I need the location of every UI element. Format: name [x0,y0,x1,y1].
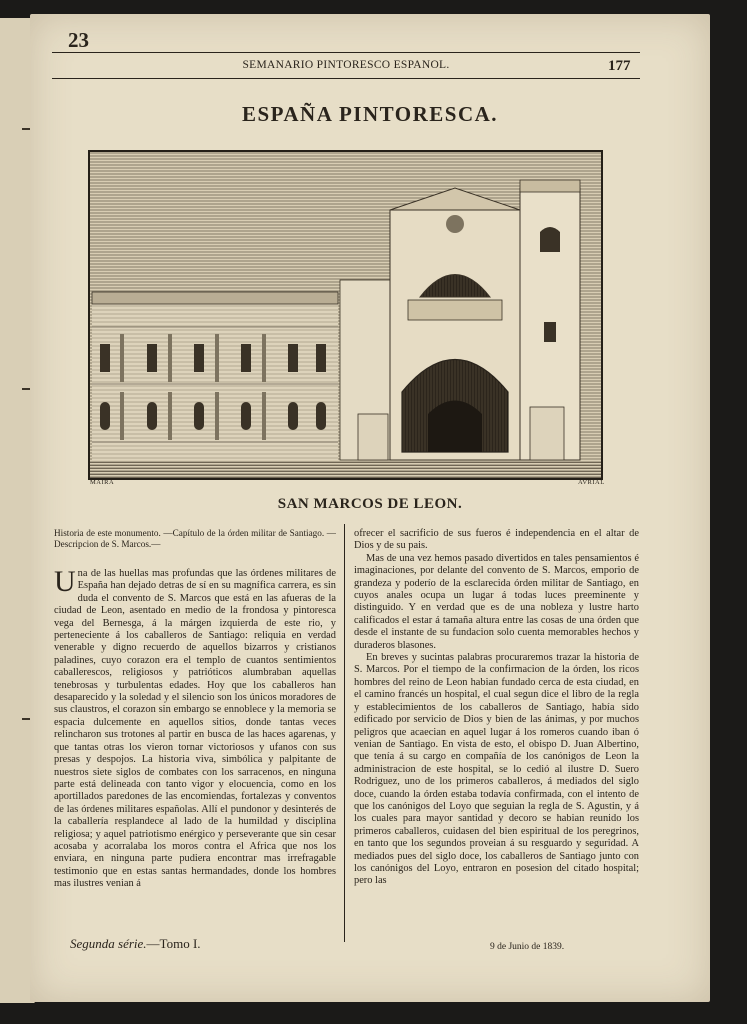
right-paragraph-3: En breves y sucintas palabras procuraremos trazar la historia de S. Marcos. Por el tiempo de la confirmacion de la órden, los ricos hombres del reino de Leon habian fundado cerca de esta ciudad, en el camino francés un hospital, el cual segun dice el libro de la regla y establecimientos de los caballeros de Santiago, había sido edificado por servicio de Dios y bien de las ánimas, y por muchos peligros que acaecian en aquel lugar á los romeros cuando iban ó venian de Santiago. En vista de esto, el obispo D. Juan Albertino, que tenía á su cargo en compañía de los canónigos de Leon la administracion de este hospital, se lo cedió al ilustre D. Suero Rodriguez, uno de los primeros caballeros, á mediados del siglo doce, cuando la órden estaba todavía confirmada, con el intento de que los canónigos del Loyo que seguian la regla de S. Agustin, y á los cuales para mayor santidad y decoro se habian reunido los primeros caballeros, cuidasen del bien espiritual de los peregrinos, en tanto que los segundos proveian á su resguardo y seguridad. A mediados pues del siglo doce, los caballeros de Santiago junto con los canónigos del Loyo, entraron en posesion del citado hospital; pero las [354,652,639,887]
series-label: Segunda série. [70,936,147,951]
engraver-credit-right: AVRIAL [578,479,605,486]
issue-date: 9 de Junio de 1839. [490,942,565,952]
engraving-san-marcos [88,150,603,480]
article-body-left [54,565,336,891]
main-title: ESPAÑA PINTORESCA. [241,102,499,126]
page-number: 23 [68,28,89,52]
engraving-illustration [90,152,601,478]
article-summary: Historia de este monumento. —Capítulo de la órden militar de Santiago. —Descripcion de S. Marcos.— [54,528,336,549]
right-paragraph-2: Mas de una vez hemos pasado divertidos en tales pensamientos é imaginaciones, por delante del convento de S. Marcos, emporio de grandeza y poderío de la esclarecida órden militar de Santiago, en cuyos anales ocupa un lugar á todas luces preeminente y distinguido. Y en verdad que es de una nobleza y lustre harto calificados el estar á tamaña altura entre las cosas de una órden que desde el instante de su fundacion solo cuenta memorables hechos y duraderos blasones. [354,552,639,651]
margin-mark [22,718,30,720]
right-paragraph-1: ofrecer el sacrificio de sus fueros é independencia en el altar de Dios y de su pais. [354,528,639,552]
drop-cap: U [54,565,76,598]
engraver-credit-left: MAIRA [90,479,115,486]
newspaper-page [30,14,710,1002]
right-column [354,528,639,888]
volume-label: —Tomo I. [146,936,201,951]
header-rule-bottom [52,78,640,79]
left-column-text: na de las huellas mas profundas que las órdenes militares de España han dejado detras de sí en su magnífica carrera, es sin duda el convento de S. Marcos que está en las afueras de la ciudad de Leon, asentado en medio de la frondosa y pintoresca vega del Bernesga, á la márgen izquierda de este rio, y perteneciente á los caballeros de Santiago: reliquia en verdad venerable y digno recuerdo de aquellos bizarros y cristianos paladines, cuyo corazon era el templo de cuantos sentimientos caballerescos, religiosos y patrióticos alumbraban aquellas tenebrosas y turbulentas edades. Hoy que los caballeros han desaparecido y la soledad y el silencio son los únicos moradores de sus claustros, el corazon sin embargo se ennoblece y la memoria se espacia dulcemente en aquellos sitios, donde tantas veces relincharon sus trotones al partir en busca de las haces agarenas, y que tantas otras los vieron tornar victoriosos y ufanos con sus presas y despojos. La historia viva, simbólica y palpitante de nuestros siete siglos de combates con los sarracenos, en ninguna parte está delineada con tanto vigor y elocuencia, como en los aportillados paredones de las encomiendas, fortalezas y conventos de las órdenes militares españolas. Allí el pundonor y desinterés de la caballería resplandece al lado de la humildad y disciplina religiosa; y aquel patriotismo enérgico y perseverante que sin cesar acosaba y acorralaba los moros contra el Africa que nos los enviara, en ninguna parte pudiera encontrar mas irrefragable testimonio que en estas santas hermandades, donde los hombres mas ilustres venian á [54,568,336,890]
footer-series [70,936,201,952]
folio: 177 [608,58,631,74]
column-divider [344,524,345,942]
engraving-caption: SAN MARCOS DE LEON. [277,496,463,512]
margin-mark [22,388,30,390]
left-column [54,528,336,891]
header-rule-top [52,52,640,53]
margin-mark [22,128,30,130]
running-head: SEMANARIO PINTORESCO ESPANOL. [242,59,450,71]
